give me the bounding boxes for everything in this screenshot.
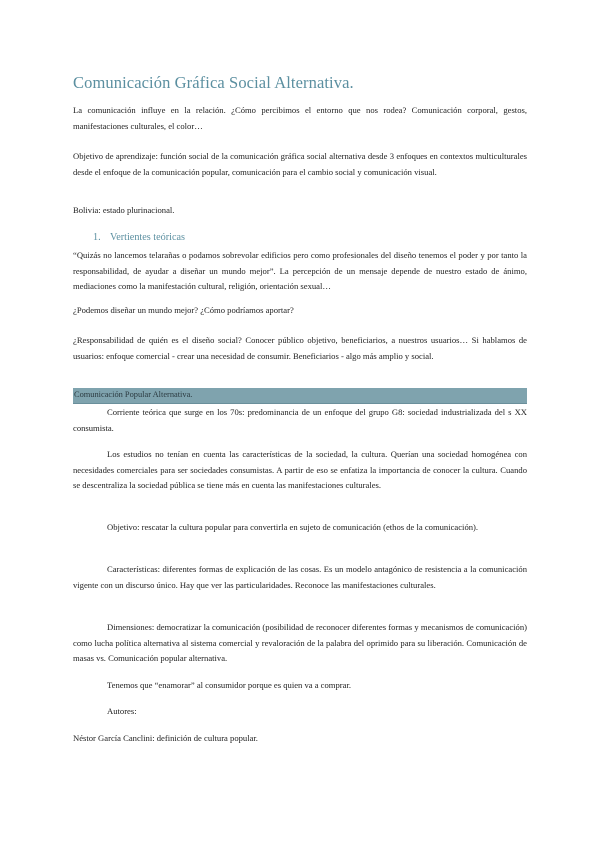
popular-objective-paragraph: Objetivo: rescatar la cultura popular para convertirla en sujeto de comunicación (ethos de la comunicación). [107,522,479,532]
section-band-label: Comunicación Popular Alternativa. [74,390,193,399]
quote-paragraph: “Quizás no lancemos telarañas o podamos sobrevolar edificios pero como profesionales del diseño tenemos el poder y por tanto la responsabilidad, de ayudar a diseñar un mundo mejor”. La percepción de un mensaje depende de nuestro estado de ánimo, mediaciones como la manifestación cultural, religión, orientación sexual… [73,250,527,291]
enamorar-paragraph: Tenemos que “enamorar” al consumidor porque es quien va a comprar. [107,680,351,690]
dimensions-paragraph: Dimensiones: democratizar la comunicación (posibilidad de reconocer diferentes formas y mecanismos de comunicación) como lucha política alternativa al sistema comercial y revaloración de la palabra del oprimido para su liberación. Comunicación de masas vs. Comunicación popular alternativa. [73,622,527,663]
studies-paragraph: Los estudios no tenían en cuenta las características de la sociedad, la cultura. Querían una sociedad homogénea con necesidades comerciales para ser sociedades consumistas. A partir de eso se enfatiza la importancia de conocer la cultura. Cuando se descentraliza la sociedad pública se tiene más en cuenta las manifestaciones culturales. [73,449,527,490]
question-paragraph: ¿Podemos diseñar un mundo mejor? ¿Cómo podríamos aportar? [73,305,294,315]
section-number: 1. [93,232,101,243]
authors-paragraph: Autores: [107,706,137,716]
responsibility-paragraph: ¿Responsabilidad de quién es el diseño social? Conocer público objetivo, beneficiarios, a nuestros usuarios… Si hablamos de usuarios: enfoque comercial - crear una necesidad de consumir. Beneficiarios - algo más amplio y social. [73,335,527,361]
bolivia-paragraph: Bolivia: estado plurinacional. [73,205,175,215]
characteristics-paragraph: Características: diferentes formas de explicación de las cosas. Es un modelo antagónico de resistencia a la comunicación vigente con un discurso único. Hay que ver las particularidades. Reconoce las manifestaciones culturales. [73,564,527,590]
intro-paragraph: La comunicación influye en la relación. ¿Cómo percibimos el entorno que nos rodea? Comunicación corporal, gestos, manifestaciones culturales, el color… [73,105,527,131]
page-title: Comunicación Gráfica Social Alternativa. [73,73,354,92]
section-title: Vertientes teóricas [110,232,185,243]
canclini-paragraph: Néstor García Canclini: definición de cultura popular. [73,733,258,743]
section-band [73,388,527,404]
current-paragraph: Corriente teórica que surge en los 70s: predominancia de un enfoque del grupo G8: sociedad industrializada del s XX consumista. [73,407,527,433]
objective-paragraph: Objetivo de aprendizaje: función social de la comunicación gráfica social alternativa desde 3 enfoques en contextos multiculturales desde el enfoque de la comunicación popular, comunicación para el cambio social y comunicación visual. [73,151,527,177]
section-heading [93,232,185,243]
